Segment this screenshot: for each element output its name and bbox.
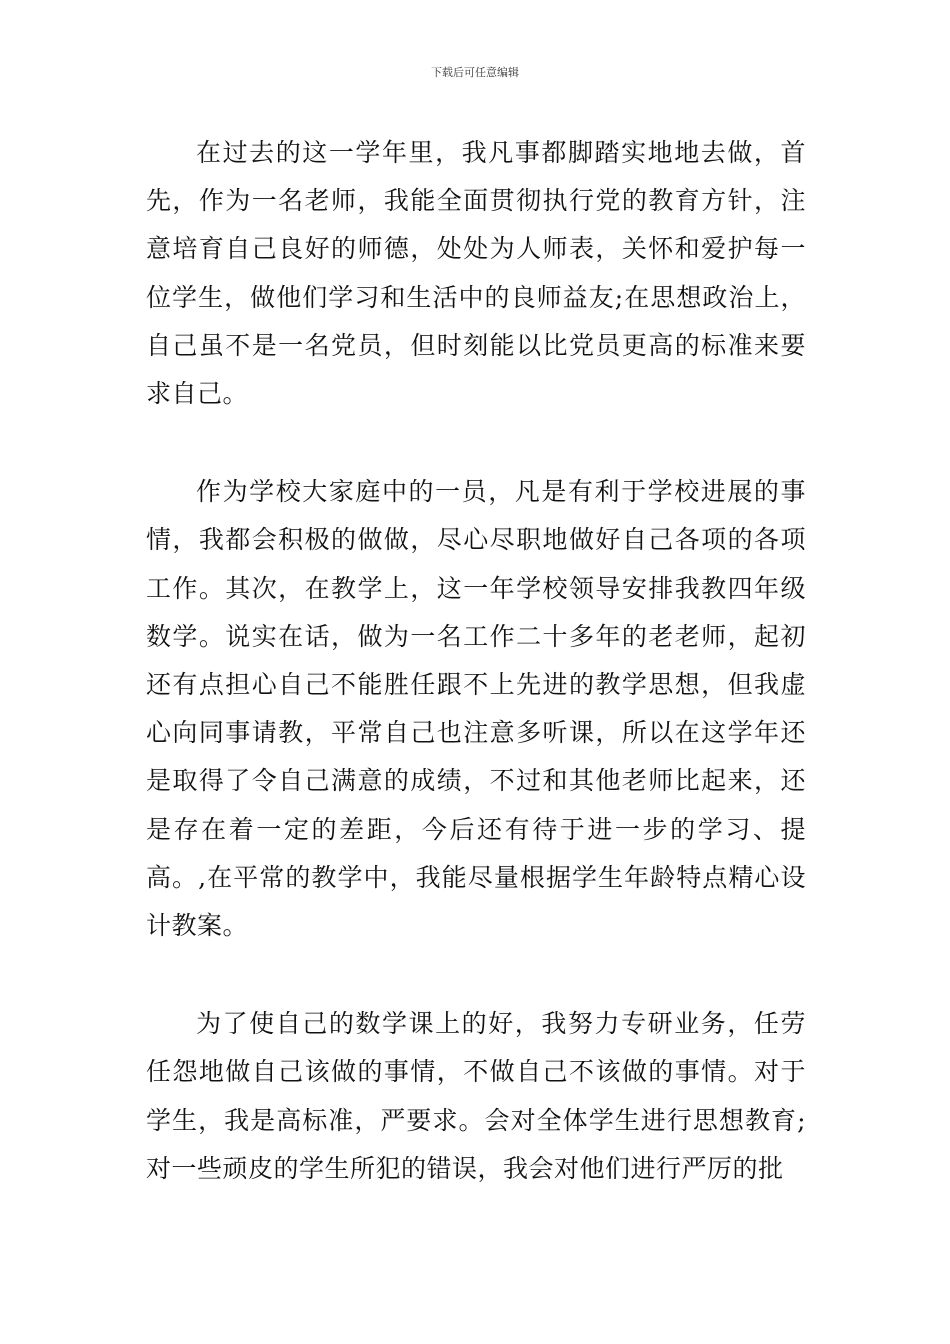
paragraph-3: 为了使自己的数学课上的好，我努力专研业务，任劳任怨地做自己该做的事情，不做自己不该做的事情。对于学生，我是高标准，严要求。会对全体学生进行思想教育;对一些顽皮的学生所犯的错误，我会对他们进行严厉的批	[146, 1009, 806, 1183]
page-header: 下载后可任意编辑	[431, 66, 519, 79]
paragraph-1: 在过去的这一学年里，我凡事都脚踏实地地去做，首先，作为一名老师，我能全面贯彻执行党的教育方针，注意培育自己良好的师德，处处为人师表，关怀和爱护每一位学生，做他们学习和生活中的良师益友;在思想政治上，自己虽不是一名党员，但时刻能以比党员更高的标准来要求自己。	[146, 138, 806, 409]
document-body	[146, 129, 806, 1243]
paragraph-2: 作为学校大家庭中的一员，凡是有利于学校进展的事情，我都会积极的做做，尽心尽职地做好自己各项的各项工作。其次，在教学上，这一年学校领导安排我教四年级数学。说实在话，做为一名工作二十多年的老老师，起初还有点担心自己不能胜任跟不上先进的教学思想，但我虚心向同事请教，平常自己也注意多听课，所以在这学年还是取得了令自己满意的成绩，不过和其他老师比起来，还是存在着一定的差距，今后还有待于进一步的学习、提高。,在平常的教学中，我能尽量根据学生年龄特点精心设计教案。	[146, 477, 806, 941]
